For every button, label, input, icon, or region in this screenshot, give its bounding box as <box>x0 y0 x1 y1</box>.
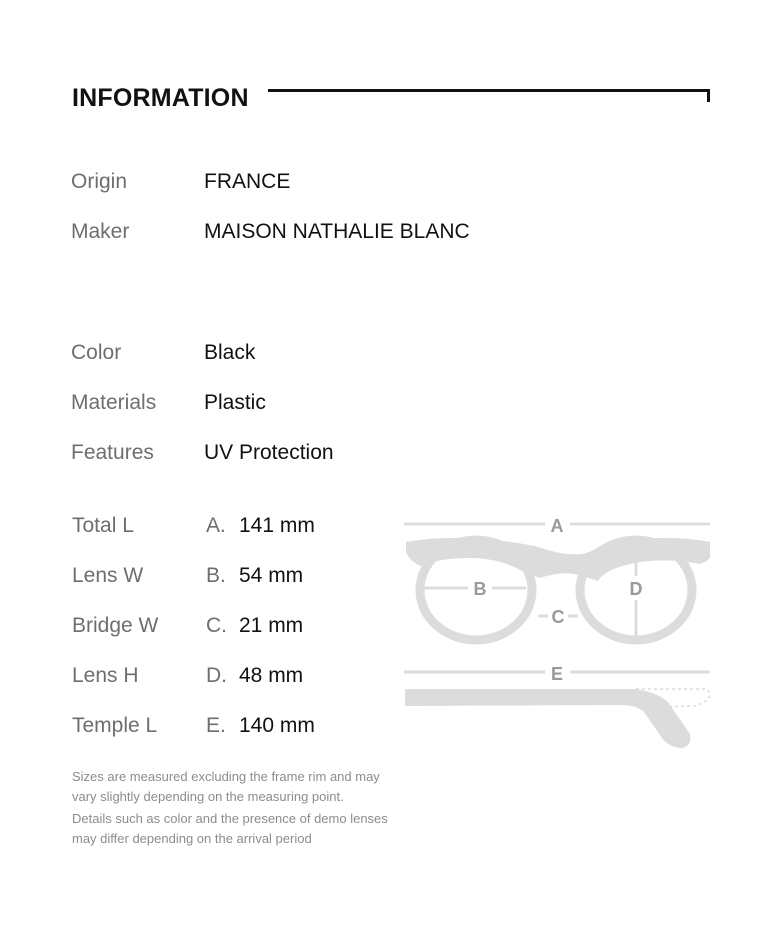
info-key: Origin <box>71 170 128 193</box>
dimension-label-c: C <box>551 607 565 627</box>
info-key: Features <box>71 441 154 464</box>
dimension-label-e: E <box>550 664 564 684</box>
size-letter: A. <box>206 514 226 537</box>
size-value: 48 mm <box>239 664 304 687</box>
size-letter: D. <box>206 664 227 687</box>
glasses-measurement-diagram <box>400 506 715 756</box>
size-value: 141 mm <box>239 514 315 537</box>
size-letter: C. <box>206 614 227 637</box>
size-key: Bridge W <box>72 614 159 637</box>
heading: INFORMATION <box>72 84 249 112</box>
info-value: Black <box>204 341 256 364</box>
size-value: 21 mm <box>239 614 304 637</box>
info-key: Materials <box>71 391 157 414</box>
size-key: Temple L <box>72 714 158 737</box>
size-letter: E. <box>206 714 226 737</box>
info-value: Plastic <box>204 391 266 414</box>
info-value: FRANCE <box>204 170 291 193</box>
dimension-label-b: B <box>473 579 487 599</box>
info-value: MAISON NATHALIE BLANC <box>204 220 470 243</box>
size-value: 140 mm <box>239 714 315 737</box>
size-key: Lens H <box>72 664 139 687</box>
details-note: Details such as color and the presence of demo lenses may differ depending on the arrival period <box>72 811 388 846</box>
info-value: UV Protection <box>204 441 334 464</box>
info-key: Color <box>71 341 122 364</box>
temple-arm <box>405 689 690 748</box>
size-key: Lens W <box>72 564 144 587</box>
dimension-label-a: A <box>550 516 564 536</box>
size-value: 54 mm <box>239 564 304 587</box>
sizing-note: Sizes are measured excluding the frame rim and may vary slightly depending on the measuring point. <box>72 769 380 804</box>
heading-rule-tick <box>707 89 710 102</box>
size-key: Total L <box>72 514 134 537</box>
size-letter: B. <box>206 564 226 587</box>
info-key: Maker <box>71 220 130 243</box>
dimension-label-d: D <box>629 579 643 599</box>
heading-rule <box>268 89 710 92</box>
